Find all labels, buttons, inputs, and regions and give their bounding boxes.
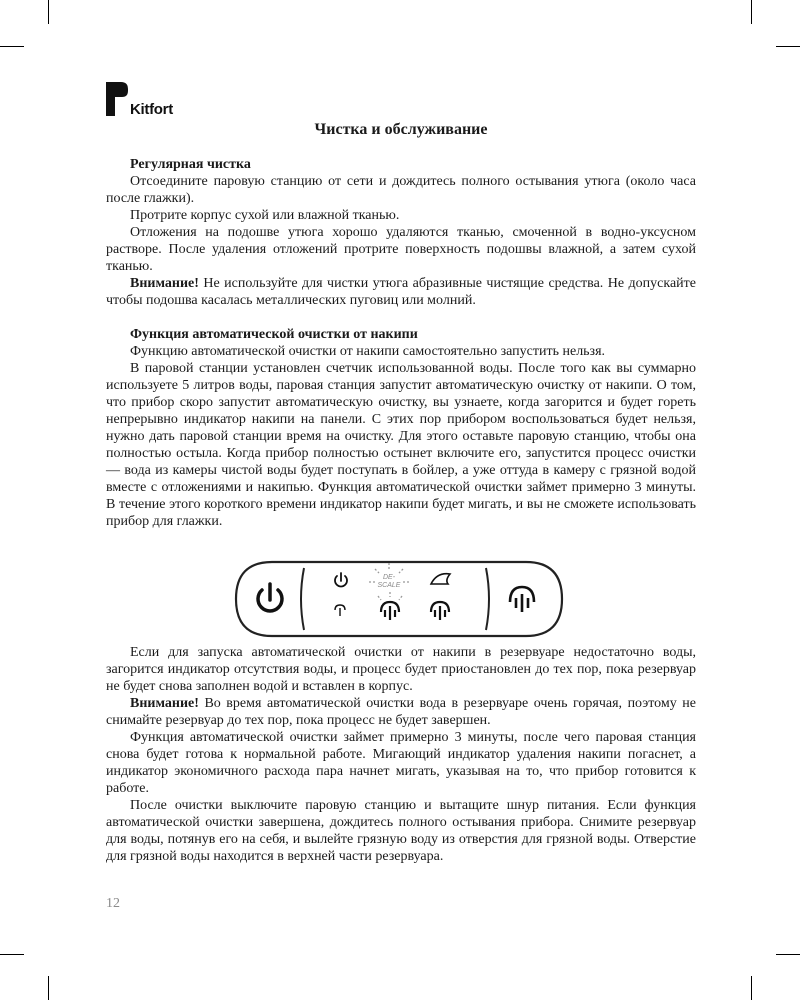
warning-text: Во время автоматической очистки вода в резервуаре очень горячая, поэтому не снимайте резервуар до тех пор, пока процесс не будет завершен.	[106, 696, 696, 728]
crop-mark	[751, 976, 752, 1000]
paragraph: Отсоедините паровую станцию от сети и дождитесь полного остывания утюга (около часа после глажки).	[106, 174, 696, 206]
paragraph: Отложения на подошве утюга хорошо удаляются тканью, смоченной в водно-уксусном растворе. После удаления отложений протрите поверхность подошвы влажной, а затем сухой тканью.	[106, 225, 696, 274]
paragraph: Функция автоматической очистки займет примерно 3 минуты, после чего паровая станция снова будет готова к нормальной работе. Мигающий индикатор удаления накипи погаснет, а индикатор экономичного расхода пара начнет мигать, указывая на то, что прибор готовится к работе.	[106, 730, 696, 796]
warning-paragraph	[106, 695, 696, 729]
section-heading-regular-cleaning: Регулярная чистка	[130, 157, 251, 172]
crop-mark	[0, 954, 24, 955]
warning-text: Не используйте для чистки утюга абразивные чистящие средства. Не допускайте чтобы подошва касалась металлических пуговиц или молний.	[106, 276, 696, 308]
paragraph: В паровой станции установлен счетчик использованной воды. После того как вы суммарно используете 5 литров воды, паровая станция запустит автоматическую очистку от накипи. О том, что прибор скоро запустит автоматическую очистку, вы узнаете, когда загорится и будет гореть непрерывно индикатор накипи на панели. С этих пор прибором воспользоваться будет нельзя, нужно дать паровой станции время на очистку. Для этого оставьте паровую станцию, чтобы она полностью остыла. Когда прибор полностью остынет включите его, запустится процесс очистки — вода из камеры чистой воды будет поступать в бойлер, а уже оттуда в камеру с грязной водой вместе с отложениями и накипью. Функция автоматической очистки займет примерно 3 минуты. В течение этого короткого времени индикатор накипи будет мигать, и вы не сможете использовать прибор для глажки.	[106, 361, 696, 529]
text-block-cleaning	[106, 156, 696, 530]
warning-label: Внимание!	[130, 696, 199, 711]
section-heading-auto-descale: Функция автоматической очистки от накипи	[130, 327, 418, 342]
descale-label-top: DE-	[382, 574, 396, 581]
descale-label-bottom: SCALE	[377, 582, 401, 589]
control-panel-illustration	[234, 560, 564, 638]
paragraph: Протрите корпус сухой или влажной тканью.	[130, 208, 400, 223]
crop-mark	[776, 954, 800, 955]
paragraph: После очистки выключите паровую станцию и вытащите шнур питания. Если функция автоматической очистки завершена, дождитесь полного остывания прибора. Снимите резервуар для воды, потянув его на себя, и вылейте грязную воду из отверстия для грязной воды. Отверстие для грязной воды находится в верхней части резервуара.	[106, 798, 696, 864]
paragraph: Функцию автоматической очистки от накипи самостоятельно запустить нельзя.	[130, 344, 606, 359]
warning-label: Внимание!	[130, 276, 199, 291]
paragraph: Если для запуска автоматической очистки от накипи в резервуаре недостаточно воды, загорится индикатор отсутствия воды, и процесс будет приостановлен до тех пор, пока резервуар не будет снова заполнен водой и вставлен в корпус.	[106, 645, 696, 694]
text-block-descale-details	[106, 644, 696, 865]
crop-mark	[48, 0, 49, 24]
crop-mark	[776, 46, 800, 47]
warning-paragraph	[106, 275, 696, 309]
kitfort-logo-icon	[106, 80, 128, 116]
crop-mark	[0, 46, 24, 47]
page-title: Чистка и обслуживание	[314, 121, 488, 138]
crop-mark	[48, 976, 49, 1000]
crop-mark	[751, 0, 752, 24]
brand-name: Kitfort	[130, 101, 173, 118]
page-number: 12	[106, 896, 120, 911]
